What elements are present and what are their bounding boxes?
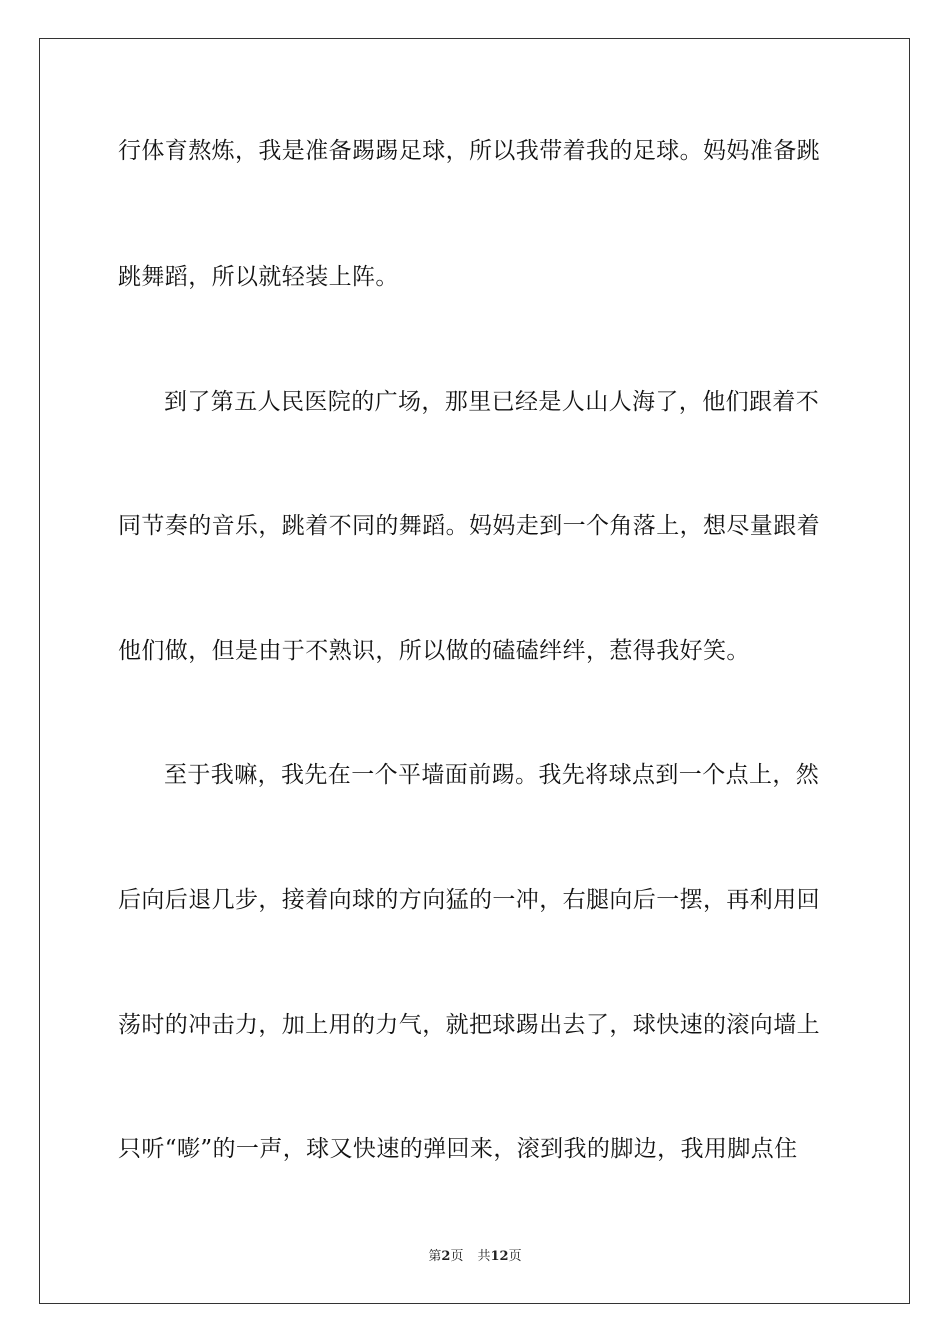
body-line-8: 荡时的冲击力，加上用的力气，就把球踢出去了，球快速的滚向墙上 [118, 1012, 820, 1038]
body-line-4: 同节奏的音乐，跳着不同的舞蹈。妈妈走到一个角落上，想尽量跟着 [118, 513, 820, 539]
body-line-6: 至于我嘛，我先在一个平墙面前踢。我先将球点到一个点上，然 [164, 762, 820, 788]
body-line-2: 跳舞蹈，所以就轻装上阵。 [118, 264, 399, 290]
body-line-9: 只听“嘭”的一声，球又快速的弹回来，滚到我的脚边，我用脚点住 [118, 1136, 798, 1162]
footer-total-pages: 12 [490, 1249, 509, 1264]
body-line-7: 后向后退几步，接着向球的方向猛的一冲，右腿向后一摆，再利用回 [118, 887, 820, 913]
body-line-5: 他们做，但是由于不熟识，所以做的磕磕绊绊，惹得我好笑。 [118, 638, 750, 664]
footer-page-suffix: 页 [450, 1249, 464, 1264]
footer-total-suffix: 页 [508, 1249, 522, 1264]
footer-total-prefix: 共 [477, 1249, 491, 1264]
page-border [39, 38, 910, 1304]
footer-page-number: 2 [441, 1249, 451, 1264]
footer-page-prefix: 第 [428, 1249, 442, 1264]
body-line-3: 到了第五人民医院的广场，那里已经是人山人海了，他们跟着不 [164, 389, 820, 415]
page-footer [0, 1248, 950, 1266]
body-line-1: 行体育熬炼，我是准备踢踢足球，所以我带着我的足球。妈妈准备跳 [118, 138, 820, 164]
